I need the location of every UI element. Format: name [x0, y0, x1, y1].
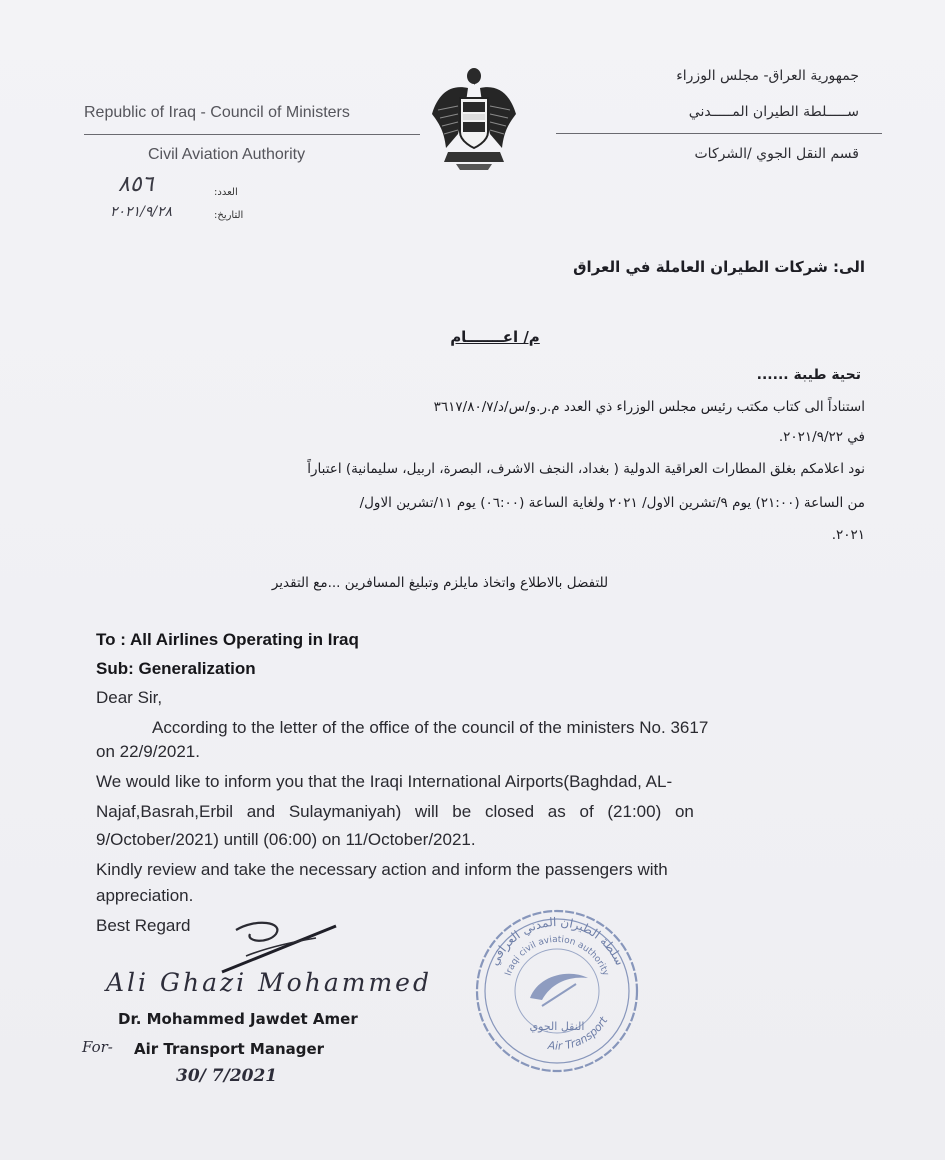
signature-handwritten-name: Ali Ghazi Mohammed — [106, 968, 432, 997]
arabic-closing: للتفضل بالاطلاع واتخاذ مايلزم وتبليغ المسافرين ...مع التقدير — [271, 575, 609, 591]
english-body-line2: Najaf,Basrah,Erbil and Sulaymaniyah) will be closed as of (21:00) on — [96, 802, 694, 821]
date-value: ٢٠٢١/٩/٢٨ — [110, 204, 173, 220]
arabic-body-line1: نود اعلامكم بغلق المطارات العراقية الدولية ( بغداد، النجف الاشرف، البصرة، اربيل، سليمانية) اعتباراً — [307, 461, 865, 477]
header-right-dept: قسم النقل الجوي /الشركات — [694, 146, 859, 162]
arabic-body-line2: من الساعة (٢١:٠٠) يوم ٩/تشرين الاول/ ٢٠٢١ ولغاية الساعة (٠٦:٠٠) يوم ١١/تشرين الاول/ — [359, 495, 865, 511]
arabic-addressee: الى: شركات الطيران العاملة في العراق — [573, 258, 865, 276]
header-right-subtitle: ســـــلطة الطيران المـــــدني — [688, 104, 859, 120]
signatory-name: Dr. Mohammed Jawdet Amer — [118, 1010, 358, 1028]
stamp-arabic-center: النقل الجوي — [529, 1020, 585, 1033]
english-body-line3: 9/October/2021) untill (06:00) on 11/October/2021. — [96, 830, 476, 849]
english-salutation: Dear Sir, — [96, 688, 163, 707]
arabic-subject: م/ اعـــــــام — [450, 328, 540, 346]
header-left-rule — [84, 134, 420, 135]
arabic-body-line3: ٢٠٢١. — [831, 527, 865, 543]
signature-date: 30/ 7/2021 — [176, 1066, 278, 1086]
official-stamp-icon — [472, 906, 642, 1076]
arabic-ref-line1: استناداً الى كتاب مكتب رئيس مجلس الوزراء ذي العدد م.ر.و/س/د/٣٦١٧/٨٠/٧ — [433, 399, 865, 415]
stamp-english-ring: Iraqi civil aviation authority — [503, 934, 611, 978]
signatory-for-mark: For- — [82, 1038, 113, 1056]
number-value: ٨٥٦ — [118, 172, 154, 197]
header-left-subtitle: Civil Aviation Authority — [148, 146, 306, 163]
signatory-title: Air Transport Manager — [134, 1040, 325, 1058]
arabic-greeting: تحية طيبة ...... — [756, 367, 861, 383]
header-right-rule — [556, 133, 882, 134]
number-label: العدد: — [214, 187, 238, 198]
english-subject: Sub: Generalization — [96, 659, 256, 678]
arabic-ref-line2: في ٢٠٢١/٩/٢٢. — [778, 429, 865, 445]
english-body-line1: We would like to inform you that the Iraqi International Airports(Baghdad, AL- — [96, 772, 673, 791]
english-to: To : All Airlines Operating in Iraq — [96, 630, 359, 649]
english-closing-line1: Kindly review and take the necessary action and inform the passengers with — [96, 860, 668, 879]
header-right-title: جمهورية العراق- مجلس الوزراء — [676, 68, 859, 84]
stamp-arabic-ring: سلطة الطيران المدني العراقي — [486, 914, 628, 968]
english-regards: Best Regard — [96, 916, 191, 935]
header-left-title: Republic of Iraq - Council of Ministers — [84, 104, 350, 121]
date-label: التاريخ: — [214, 210, 244, 221]
english-ref-line2: on 22/9/2021. — [96, 742, 200, 761]
stamp-english-bottom: Air Transport — [547, 1014, 611, 1053]
english-ref-line1: According to the letter of the office of the council of the ministers No. 3617 — [152, 718, 709, 737]
english-closing-line2: appreciation. — [96, 886, 194, 905]
iraq-emblem-icon — [428, 62, 520, 172]
